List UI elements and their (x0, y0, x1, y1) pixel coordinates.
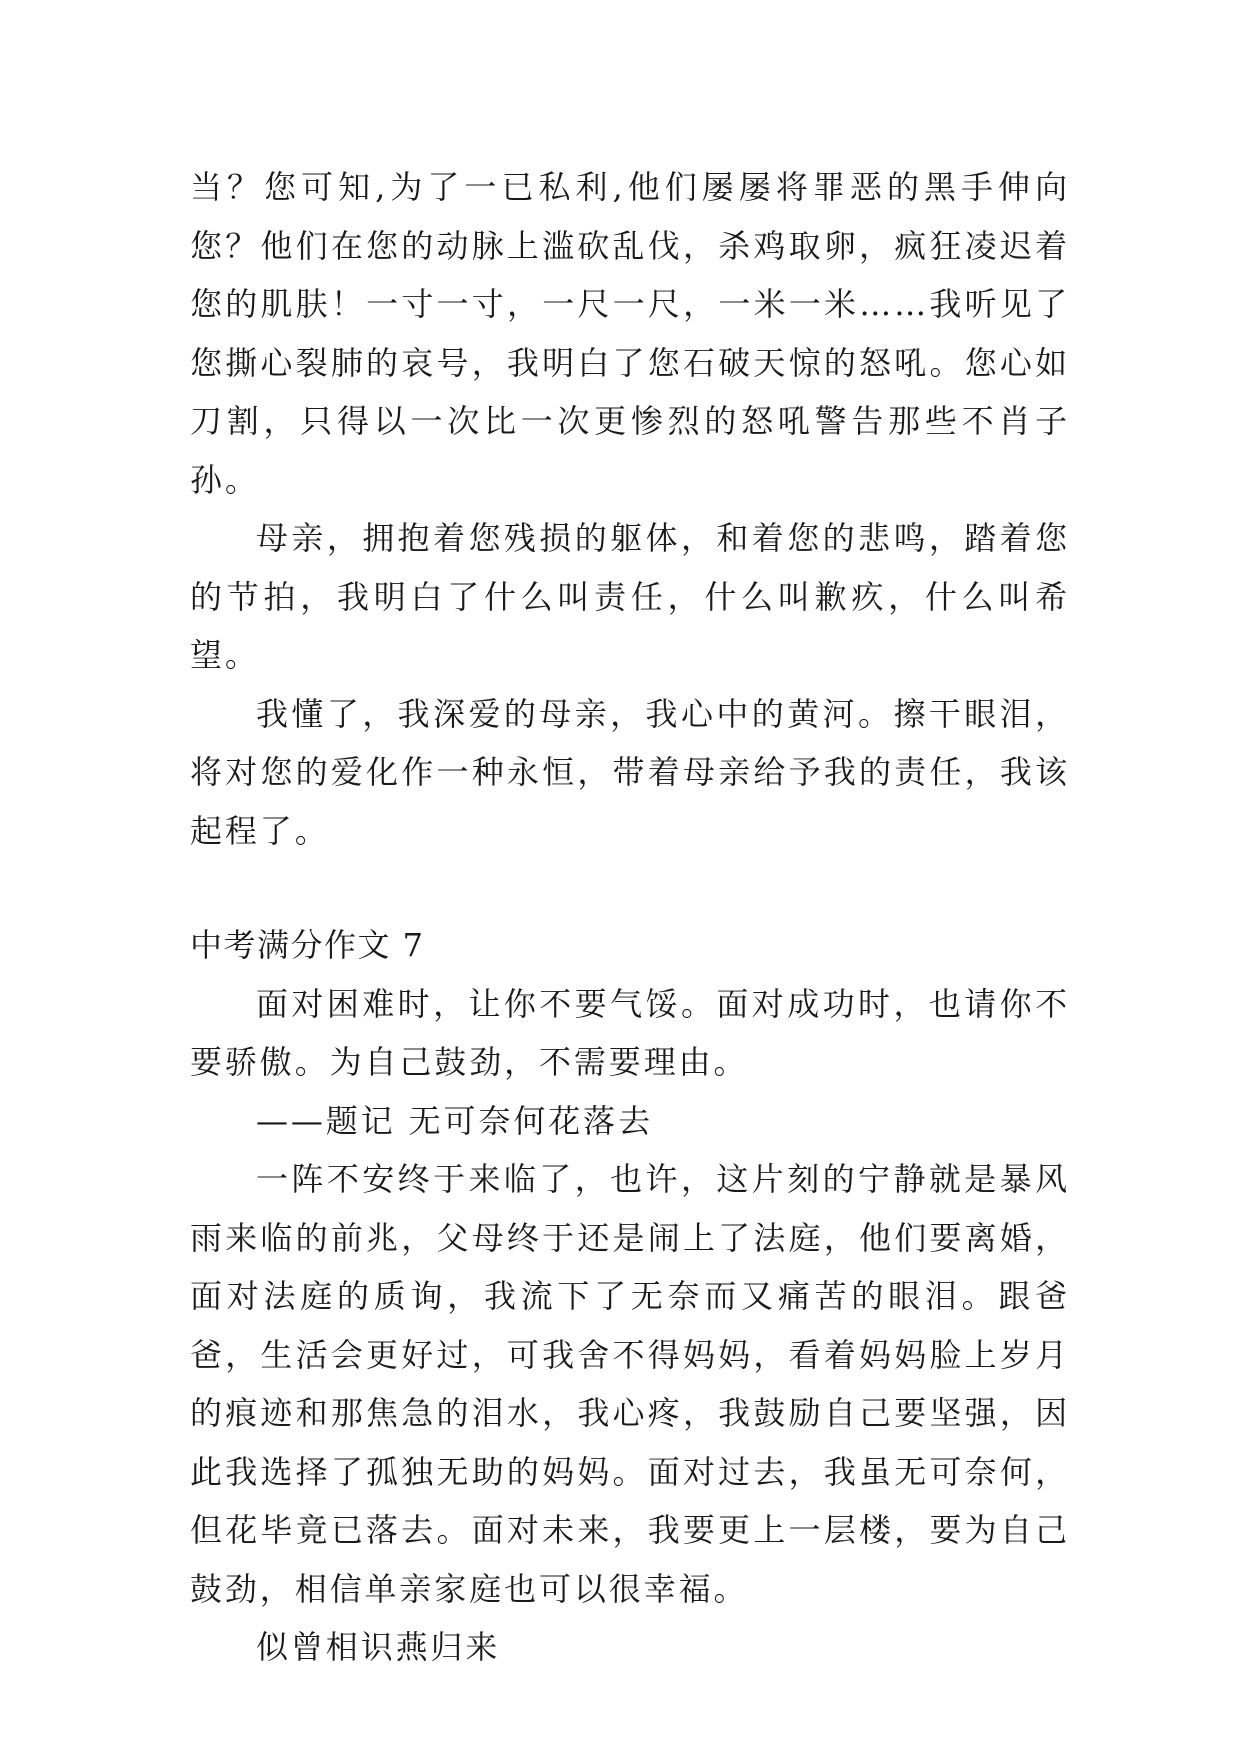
section-title: 中考满分作文 7 (190, 926, 425, 964)
document-page (190, 158, 1070, 1677)
paragraph-continued: 当？您可知,为了一已私利,他们屡屡将罪恶的黑手伸向您？他们在您的动脉上滥砍乱伐，杀鸡取卵，疯狂凌迟着您的肌肤！一寸一寸，一尺一尺，一米一米……我听见了您撕心裂肺的哀号，我明白了您石破天惊的怒吼。您心如刀割，只得以一次比一次更惨烈的怒吼警告那些不肖子孙。 (190, 168, 1070, 499)
epigraph-attribution: ——题记 无可奈何花落去 (256, 1101, 653, 1140)
paragraph-epigraph: 面对困难时，让你不要气馁。面对成功时，也请你不要骄傲。为自己鼓劲，不需要理由。 (190, 984, 1070, 1081)
paragraph-mother-embrace: 母亲，拥抱着您残损的躯体，和着您的悲鸣，踏着您的节拍，我明白了什么叫责任，什么叫歉疚，什么叫希望。 (190, 519, 1070, 674)
paragraph-understood: 我懂了，我深爱的母亲，我心中的黄河。擦干眼泪，将对您的爱化作一种永恒，带着母亲给予我的责任，我该起程了。 (190, 694, 1070, 850)
subheading-swallow: 似曾相识燕归来 (256, 1628, 501, 1666)
paragraph-story: 一阵不安终于来临了，也许，这片刻的宁静就是暴风雨来临的前兆，父母终于还是闹上了法庭，他们要离婚，面对法庭的质询，我流下了无奈而又痛苦的眼泪。跟爸爸，生活会更好过，可我舍不得妈妈，看着妈妈脸上岁月的痕迹和那焦急的泪水，我心疼，我鼓励自己要坚强，因此我选择了孤独无助的妈妈。面对过去，我虽无可奈何，但花毕竟已落去。面对未来，我要更上一层楼，要为自己鼓劲，相信单亲家庭也可以很幸福。 (190, 1160, 1070, 1608)
section-gap (190, 860, 1070, 916)
